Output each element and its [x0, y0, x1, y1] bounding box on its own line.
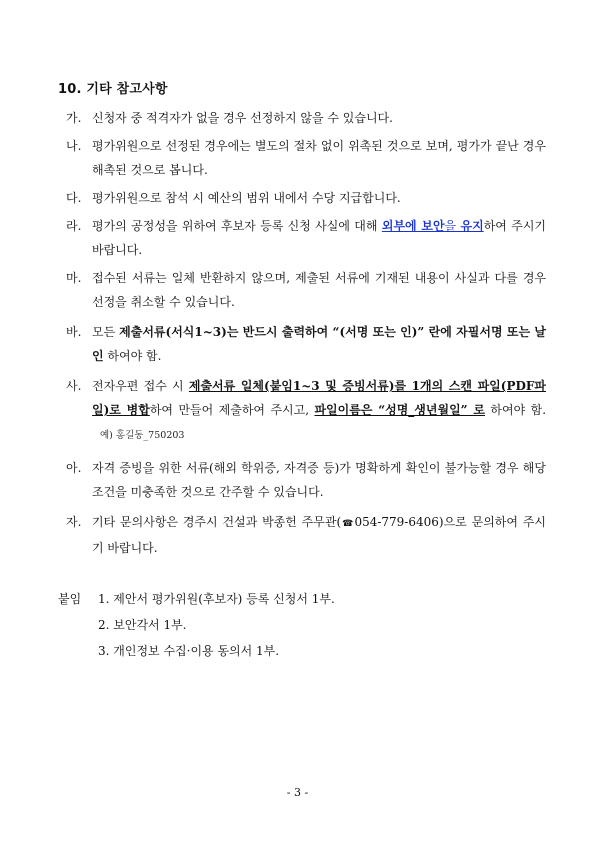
- item-text: [92, 214, 546, 262]
- text-run: 평가의 공정성을 위하여 후보자 등록 신청 사실에 대해: [92, 219, 382, 233]
- item-marker: 아.: [66, 461, 82, 475]
- attachment-item: 3. 개인정보 수집·이용 동의서 1부.: [98, 644, 280, 658]
- emphasis-filename: 파일이름은 “성명_생년월일” 로: [314, 403, 485, 417]
- item-marker: 사.: [66, 379, 82, 393]
- attachments-label: 붙임: [58, 592, 82, 606]
- list-item-ra: [66, 214, 546, 262]
- item-marker: 마.: [66, 271, 82, 285]
- item-text: 자격 증빙을 위한 서류(해외 학위증, 자격증 등)가 명확하게 확인이 불가능할 경우 해당 조건을 미충족한 것으로 간주할 수 있습니다.: [92, 461, 546, 499]
- emphasis-merge: 제출서류 일체(붙임1~3 및 증빙서류)를 1개의 스캔 파일(PDF파일)로 병합: [92, 379, 546, 417]
- item-marker: 가.: [66, 111, 82, 125]
- list-item-ba: [66, 320, 546, 368]
- list-item-sa: [66, 374, 546, 448]
- page-number: - 3 -: [286, 786, 309, 799]
- list-item-ja: [66, 510, 546, 560]
- item-text: [92, 510, 546, 560]
- text-run: 054-779-6406)으로 문의하여 주시기 바랍니다.: [92, 515, 546, 555]
- item-text: [92, 374, 546, 448]
- text-run: 하여야 함.: [103, 349, 162, 363]
- item-marker: 바.: [66, 325, 82, 339]
- list-item-da: [66, 186, 546, 210]
- item-marker: 라.: [66, 219, 82, 233]
- list-item-na: [66, 134, 546, 182]
- item-marker: 나.: [66, 139, 82, 153]
- attachment-item: 1. 제안서 평가위원(후보자) 등록 신청서 1부.: [98, 592, 335, 606]
- text-run: 모든: [92, 325, 120, 339]
- list-item-ga: [66, 106, 546, 130]
- text-run: 기타 문의사항은 경주시 건설과 박종헌 주무관(: [92, 515, 342, 529]
- emphasis-signature: 제출서류(서식1~3)는 반드시 출력하여 “(서명 또는 인)” 란에 자필서명 또는 날인: [92, 325, 546, 363]
- item-text: 접수된 서류는 일체 반환하지 않으며, 제출된 서류에 기재된 내용이 사실과 다를 경우 선정을 취소할 수 있습니다.: [92, 271, 546, 309]
- text-run: 하여 만들어 제출하여 주시고,: [149, 403, 315, 417]
- list-item-a: [66, 456, 546, 504]
- item-text: 신청자 중 적격자가 없을 경우 선정하지 않을 수 있습니다.: [92, 111, 393, 125]
- section-heading: 10. 기타 참고사항: [58, 82, 168, 97]
- text-run: 하여 주시기 바랍니다.: [92, 219, 547, 257]
- item-marker: 자.: [66, 515, 82, 529]
- emphasis-maintain: 유지: [460, 219, 484, 233]
- item-text: [92, 320, 546, 368]
- list-item-ma: [66, 266, 546, 314]
- phone-icon: ☎: [341, 519, 355, 529]
- text-run: 하여야 함.: [484, 403, 547, 417]
- text-run: 을: [444, 219, 461, 233]
- text-run: 전자우편 접수 시: [92, 379, 189, 393]
- attachment-item: 2. 보안각서 1부.: [98, 618, 187, 632]
- item-text: 평가위원으로 참석 시 예산의 범위 내에서 수당 지급합니다.: [92, 191, 401, 205]
- filename-example: 예) 홍길동_750203: [100, 430, 185, 441]
- item-marker: 다.: [66, 191, 82, 205]
- emphasis-security: 외부에 보안: [381, 219, 445, 233]
- item-text: 평가위원으로 선정된 경우에는 별도의 절차 없이 위촉된 것으로 보며, 평가가 끝난 경우 해촉된 것으로 봅니다.: [92, 139, 546, 177]
